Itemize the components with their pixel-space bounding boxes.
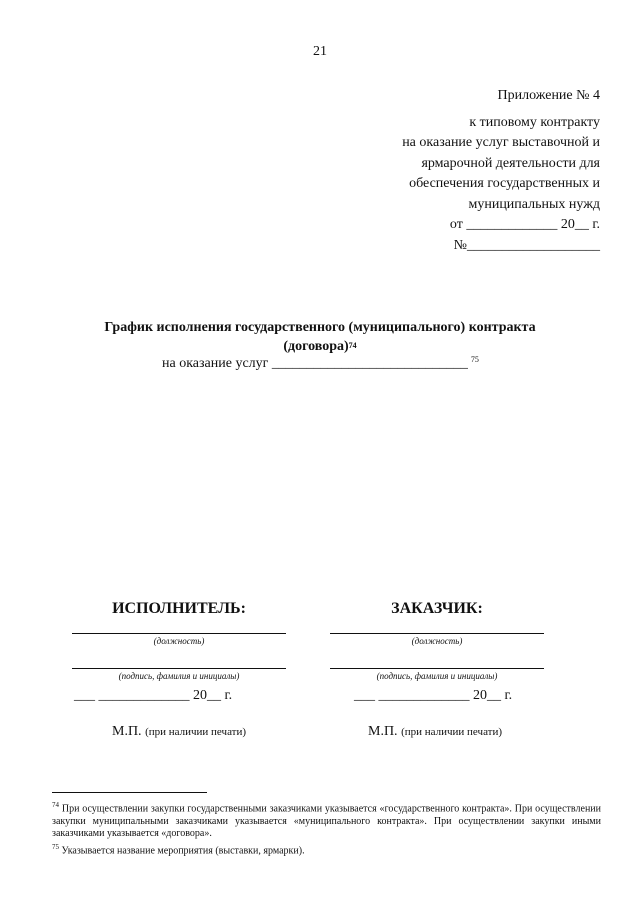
appendix-date-line: от _____________ 20__ г.: [449, 217, 600, 232]
executor-stamp-note: (при наличии печати): [145, 726, 247, 738]
customer-position-line: [330, 633, 544, 634]
page-number: 21: [313, 44, 327, 59]
customer-stamp-label: М.П.: [368, 724, 398, 739]
footnote-75: [52, 841, 601, 858]
customer-signature-line: [330, 668, 544, 669]
executor-position-caption: (должность): [153, 636, 205, 646]
services-line: [162, 356, 479, 372]
title-line-2: [60, 337, 580, 356]
services-text: на оказание услуг ____________________________: [162, 356, 468, 371]
appendix-header: [402, 86, 600, 256]
footnote-74-text: При осуществлении закупки государственными заказчиками указывается «государственного контракта». При осуществлении закупки муниципальными заказчиками указывается «муниципального контракта». При осуществлении закупки иными заказчиками указывается «договора».: [52, 803, 601, 840]
executor-position-line: [72, 633, 286, 634]
executor-heading: ИСПОЛНИТЕЛЬ:: [112, 600, 246, 617]
title-line-2-text: (договора): [283, 339, 349, 354]
footnote-ref-75: 75: [470, 355, 479, 364]
customer-signature-caption: (подпись, фамилия и инициалы): [376, 671, 498, 681]
executor-signature-caption: (подпись, фамилия и инициалы): [118, 671, 240, 681]
customer-stamp: [368, 724, 502, 740]
appendix-title: Приложение № 4: [497, 88, 600, 103]
executor-signature-line: [72, 668, 286, 669]
footnote-75-text: Указывается название мероприятия (выставки, ярмарки).: [61, 845, 305, 857]
customer-stamp-note: (при наличии печати): [401, 726, 503, 738]
appendix-line: ярмарочной деятельности для: [421, 155, 600, 171]
appendix-line: обеспечения государственных и: [409, 176, 600, 191]
customer-date-line: ___ _____________ 20__ г.: [354, 688, 513, 703]
appendix-line: к типовому контракту: [469, 114, 600, 130]
footnotes: [52, 799, 601, 858]
footnote-ref-74: 74: [348, 341, 357, 350]
executor-stamp: [112, 724, 246, 740]
footnote-75-ref: 75: [52, 842, 59, 851]
appendix-line: на оказание услуг выставочной и: [402, 135, 600, 150]
document-title: [60, 318, 580, 356]
footnote-74: [52, 799, 601, 841]
footnote-separator: [52, 792, 207, 793]
appendix-number-line: №___________________: [453, 237, 600, 253]
footnote-74-ref: 74: [52, 801, 59, 809]
executor-date-line: ___ _____________ 20__ г.: [74, 688, 233, 703]
customer-position-caption: (должность): [411, 636, 463, 646]
appendix-line: муниципальных нужд: [468, 196, 600, 212]
title-line-1: График исполнения государственного (муниципального) контракта: [104, 320, 536, 335]
executor-stamp-label: М.П.: [112, 724, 142, 739]
customer-heading: ЗАКАЗЧИК:: [391, 600, 483, 617]
